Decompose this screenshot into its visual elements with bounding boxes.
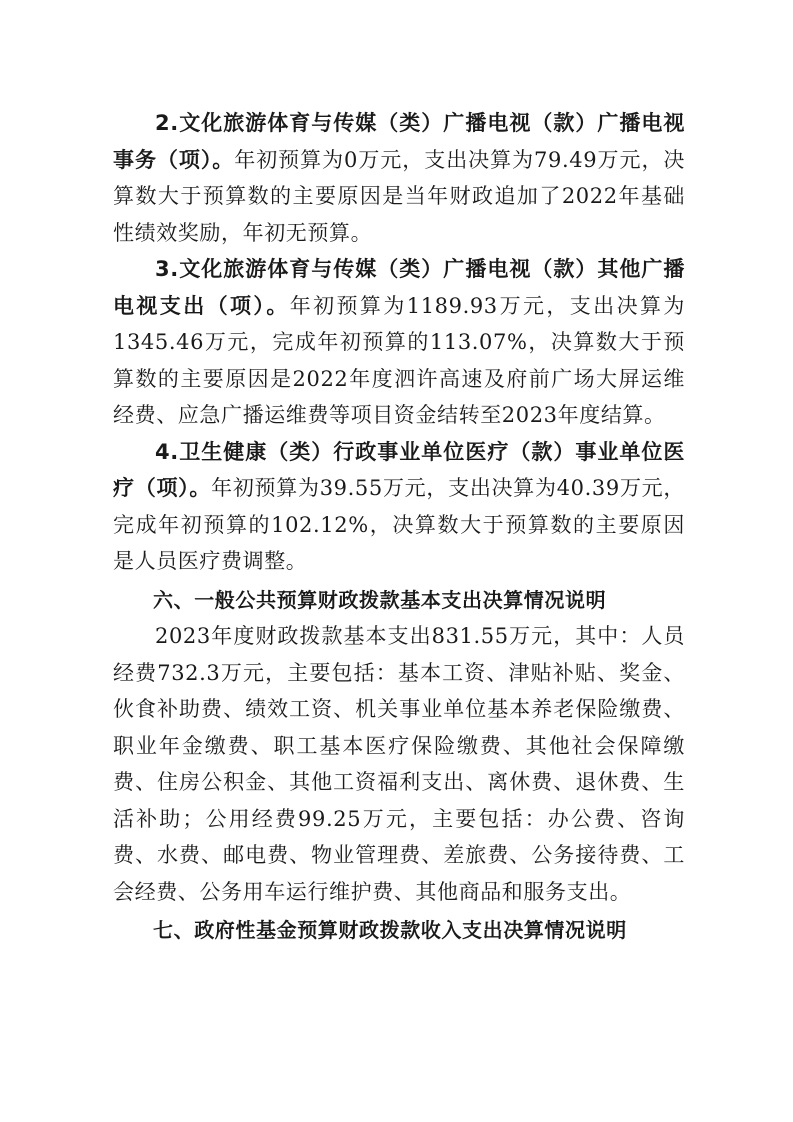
item-3-paragraph xyxy=(113,251,685,434)
section-7-heading: 七、政府性基金预算财政拨款收入支出决算情况说明 xyxy=(153,918,627,942)
item-2-paragraph xyxy=(113,105,685,251)
document-body xyxy=(113,105,685,949)
item-4-paragraph xyxy=(113,434,685,580)
item-4-lead: 4.卫生健康（类）行政事业单位医疗（款）事业单位医疗（项）。 xyxy=(113,439,685,500)
item-4-text: 年初预算为39.55万元，支出决算为40.39万元，完成年初预算的102.12%，决算数大于预算数的主要原因是人员医疗费调整。 xyxy=(113,476,685,573)
section-6-body: 2023年度财政拨款基本支出831.55万元，其中：人员经费732.3万元，主要包括：基本工资、津贴补贴、奖金、伙食补助费、绩效工资、机关事业单位基本养老保险缴费、职业年金缴费、职工基本医疗保险缴费、其他社会保障缴费、住房公积金、其他工资福利支出、离休费、退休费、生活补助；公用经费99.25万元，主要包括：办公费、咨询费、水费、邮电费、物业管理费、差旅费、公务接待费、工会经费、公务用车运行维护费、其他商品和服务支出。 xyxy=(113,624,685,904)
item-2-text: 年初预算为0万元，支出决算为79.49万元，决算数大于预算数的主要原因是当年财政追加了2022年基础性绩效奖励，年初无预算。 xyxy=(113,147,686,245)
section-6-heading: 六、一般公共预算财政拨款基本支出决算情况说明 xyxy=(153,587,607,612)
item-3-lead: 3.文化旅游体育与传媒（类）广播电视（款）其他广播电视支出（项）。 xyxy=(113,257,685,318)
item-3-text: 年初预算为1189.93万元，支出决算为1345.46万元，完成年初预算的113.07%，决算数大于预算数的主要原因是2022年度泗许高速及府前广场大屏运维经费、应急广播运维费等项目资金结转至2023年度结算。 xyxy=(113,293,685,427)
item-2-lead: 2.文化旅游体育与传媒（类）广播电视（款）广播电视事务（项）。 xyxy=(113,111,685,172)
